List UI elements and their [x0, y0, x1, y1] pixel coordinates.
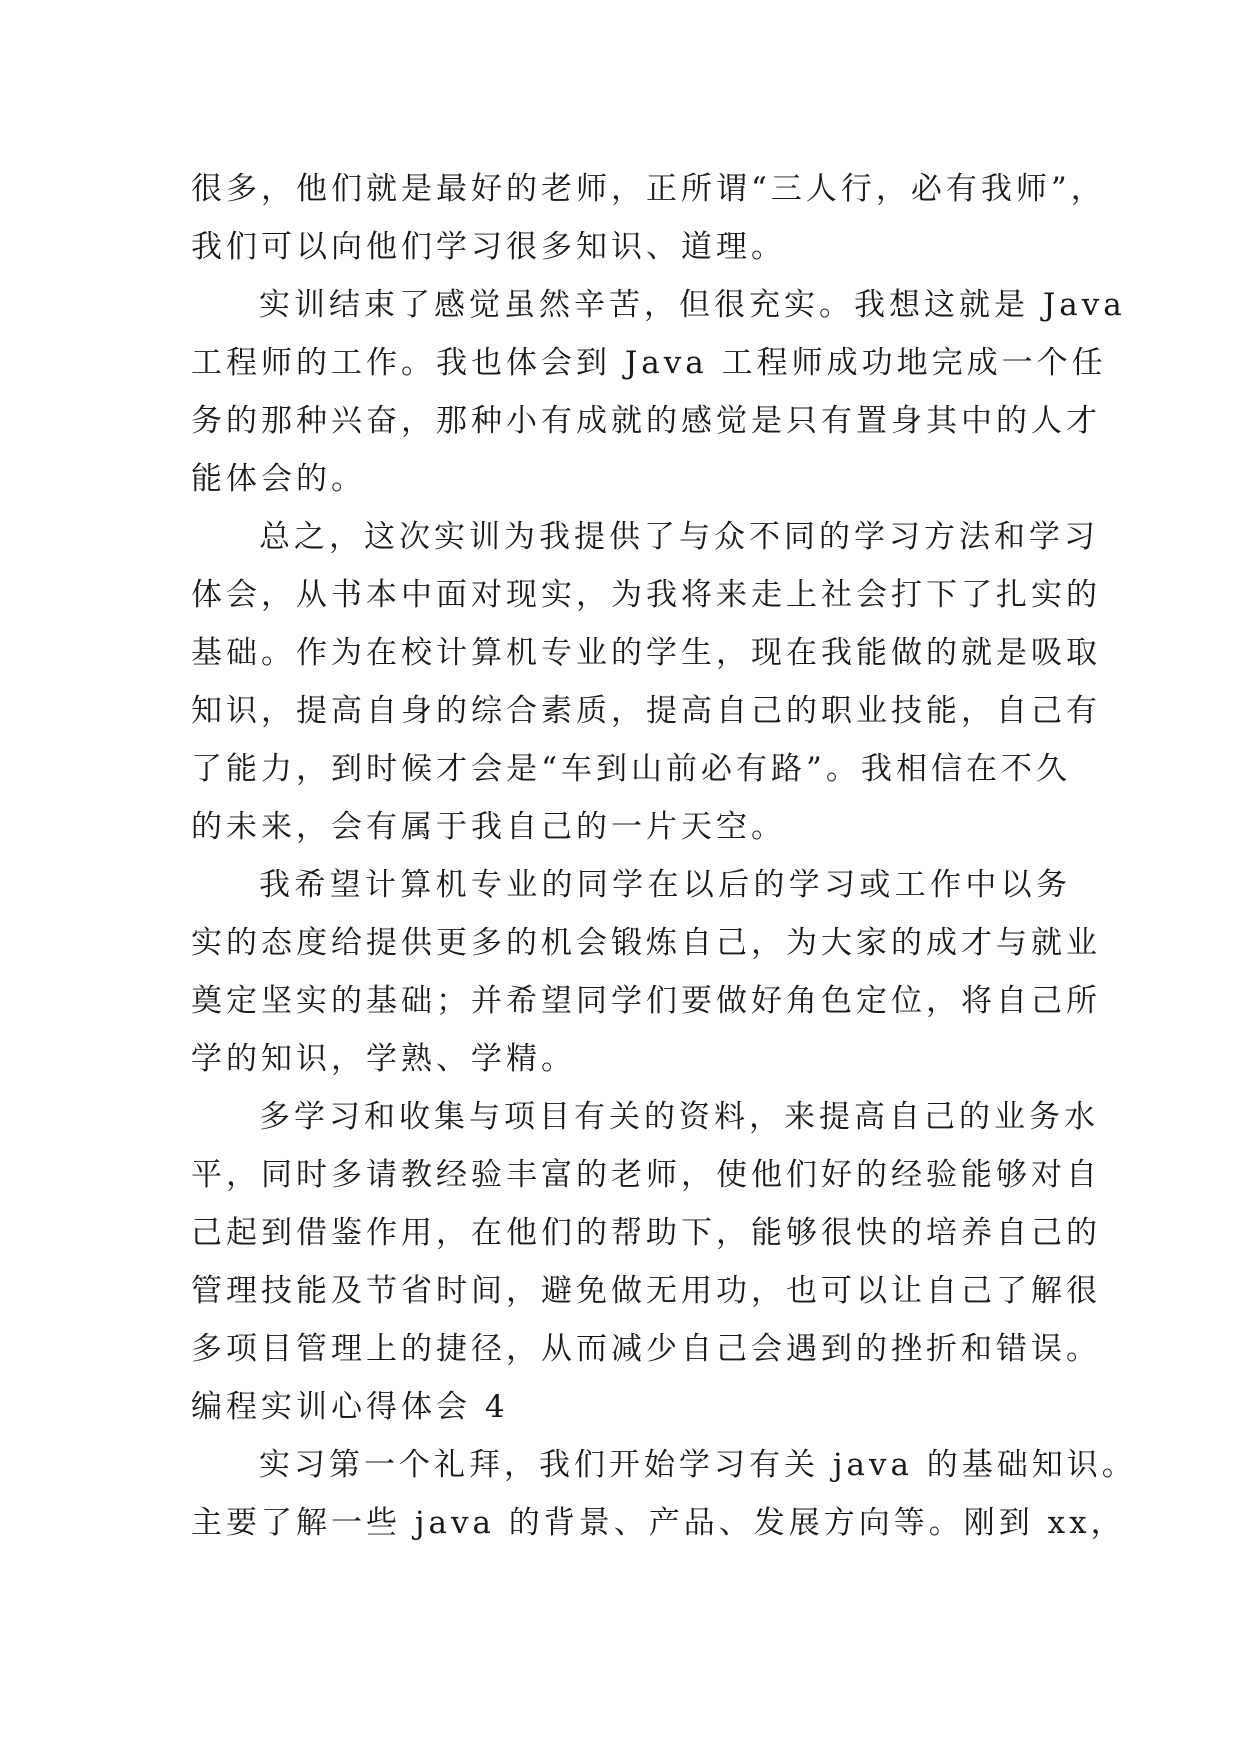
text-line: 平，同时多请教经验丰富的老师，使他们好的经验能够对自 — [191, 1157, 1101, 1193]
text-line: 多项目管理上的捷径，从而减少自己会遇到的挫折和错误。 — [191, 1331, 1101, 1367]
text-line: 己起到借鉴作用，在他们的帮助下，能够很快的培养自己的 — [191, 1215, 1101, 1251]
paragraph-first-line: 总之，这次实训为我提供了与众不同的学习方法和学习 — [259, 519, 1099, 555]
text-line: 了能力，到时候才会是“车到山前必有路”。我相信在不久 — [191, 751, 1071, 787]
text-line: 很多，他们就是最好的老师，正所谓“三人行，必有我师”， — [191, 171, 1106, 207]
text-line: 知识，提高自身的综合素质，提高自己的职业技能，自己有 — [191, 693, 1101, 729]
paragraph-first-line: 我希望计算机专业的同学在以后的学习或工作中以务 — [259, 867, 1071, 903]
text-line: 的未来，会有属于我自己的一片天空。 — [191, 809, 786, 845]
text-line: 能体会的。 — [191, 461, 366, 497]
document-body — [191, 160, 1137, 1552]
text-line: 实的态度给提供更多的机会锻炼自己，为大家的成才与就业 — [191, 925, 1101, 961]
text-line: 主要了解一些 java 的背景、产品、发展方向等。刚到 xx， — [191, 1505, 1126, 1541]
paragraph-first-line: 实习第一个礼拜，我们开始学习有关 java 的基础知识。 — [259, 1447, 1137, 1483]
text-line: 基础。作为在校计算机专业的学生，现在我能做的就是吸取 — [191, 635, 1101, 671]
text-line: 我们可以向他们学习很多知识、道理。 — [191, 229, 786, 265]
paragraph-first-line: 实训结束了感觉虽然辛苦，但很充实。我想这就是 Java — [259, 287, 1126, 323]
text-line: 奠定坚实的基础；并希望同学们要做好角色定位，将自己所 — [191, 983, 1101, 1019]
text-line: 务的那种兴奋，那种小有成就的感觉是只有置身其中的人才 — [191, 403, 1101, 439]
text-line: 管理技能及节省时间，避免做无用功，也可以让自己了解很 — [191, 1273, 1101, 1309]
paragraph-first-line: 多学习和收集与项目有关的资料，来提高自己的业务水 — [259, 1099, 1099, 1135]
text-line: 学的知识，学熟、学精。 — [191, 1041, 576, 1077]
text-line: 体会，从书本中面对现实，为我将来走上社会打下了扎实的 — [191, 577, 1101, 613]
section-heading: 编程实训心得体会 4 — [191, 1389, 509, 1425]
text-line: 工程师的工作。我也体会到 Java 工程师成功地完成一个任 — [191, 345, 1107, 381]
